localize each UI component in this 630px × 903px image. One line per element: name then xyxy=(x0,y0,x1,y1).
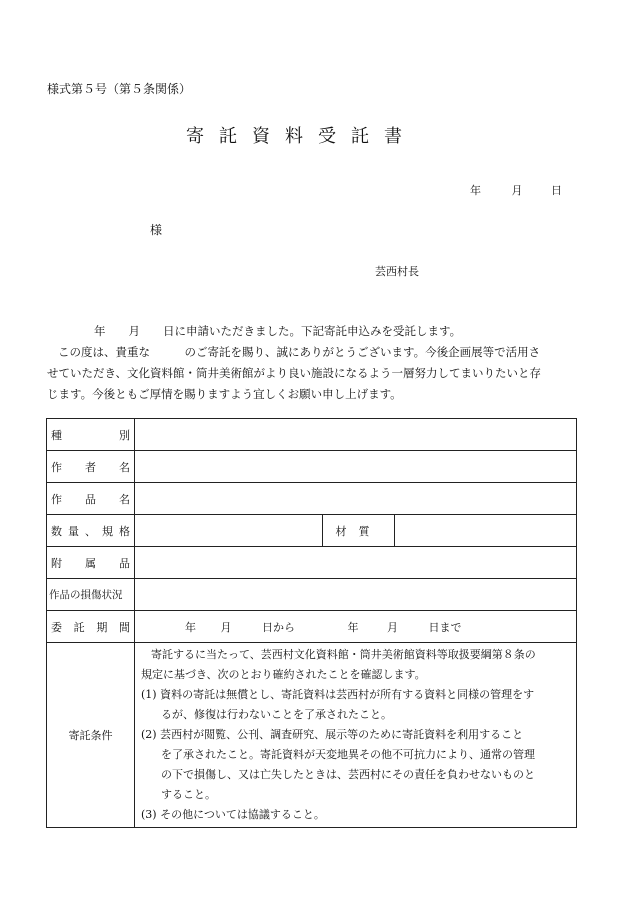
table-row xyxy=(47,483,577,515)
body-text xyxy=(47,321,587,405)
conditions-line: (3) その他については協議すること。 xyxy=(141,808,325,821)
quantity-label: 数量、規格 xyxy=(47,515,135,547)
table-row xyxy=(47,611,577,643)
period-start-year: 年 xyxy=(185,620,196,634)
date-month: 月 xyxy=(511,184,523,197)
conditions-line: を了承されたこと。寄託資料が天変地異その他不可抗力により、通常の管理 xyxy=(161,748,535,761)
period-end-year: 年 xyxy=(347,620,359,634)
body-line: 年 月 日に申請いただきました。下記寄託申込みを受託します。 xyxy=(94,324,462,338)
damage-field[interactable] xyxy=(135,579,577,611)
document-title: 寄託資料受託書 xyxy=(186,126,417,147)
body-line: じます。今後ともご厚情を賜りますよう宜しくお願い申し上げます。 xyxy=(47,387,402,401)
accessories-label: 附属品 xyxy=(47,547,135,579)
conditions-line: るが、修復は行わないことを了承されたこと。 xyxy=(161,708,392,721)
period-field[interactable] xyxy=(135,611,577,643)
table-row xyxy=(47,451,577,483)
period-end-day: 日まで xyxy=(428,620,462,634)
body-line: せていただき、文化資料館・筒井美術館がより良い施設になるよう一層努力してまいりたいと存 xyxy=(47,366,542,380)
conditions-line: (2) 芸西村が閲覧、公刊、調査研究、展示等のために寄託資料を利用すること xyxy=(141,728,524,741)
material-label: 材質 xyxy=(323,515,395,547)
period-label: 委託期間 xyxy=(47,611,135,643)
conditions-line: 寄託するに当たって、芸西村文化資料館・筒井美術館資料等取扱要綱第８条の xyxy=(151,648,536,661)
type-label: 種別 xyxy=(47,419,135,451)
table-row xyxy=(47,547,577,579)
conditions-line: すること。 xyxy=(161,788,216,801)
table-row xyxy=(47,419,577,451)
accessories-field[interactable] xyxy=(135,547,577,579)
conditions-label: 寄託条件 xyxy=(47,643,135,828)
table-row xyxy=(47,515,577,547)
conditions-line: の下で損傷し、又は亡失したときは、芸西村にその責任を負わせないものと xyxy=(161,768,535,781)
work-field[interactable] xyxy=(135,483,577,515)
quantity-field[interactable] xyxy=(135,515,323,547)
damage-label: 作品の損傷状況 xyxy=(47,579,135,611)
form-number: 様式第５号（第５条関係） xyxy=(47,82,192,96)
period-start-day: 日から xyxy=(262,620,295,634)
work-label: 作品名 xyxy=(47,483,135,515)
period-end-month: 月 xyxy=(387,620,398,634)
date-line xyxy=(470,182,562,198)
issuer: 芸西村長 xyxy=(375,265,419,278)
body-line: この度は、貴重な のご寄託を賜り、誠にありがとうございます。今後企画展等で活用さ xyxy=(58,345,541,359)
author-label: 作者名 xyxy=(47,451,135,483)
addressee: 様 xyxy=(150,223,163,237)
deposit-form-table xyxy=(46,418,577,828)
conditions-line: (1) 資料の寄託は無償とし、寄託資料は芸西村が所有する資料と同様の管理をす xyxy=(141,688,535,701)
date-day: 日 xyxy=(551,184,562,197)
table-row xyxy=(47,579,577,611)
conditions-line: 規定に基づき、次のとおり確約されたことを確認します。 xyxy=(141,668,426,681)
conditions-text xyxy=(135,643,577,828)
table-row xyxy=(47,643,577,828)
author-field[interactable] xyxy=(135,451,577,483)
date-year: 年 xyxy=(470,184,481,197)
material-field[interactable] xyxy=(395,515,577,547)
type-field[interactable] xyxy=(135,419,577,451)
period-start-month: 月 xyxy=(220,620,232,634)
